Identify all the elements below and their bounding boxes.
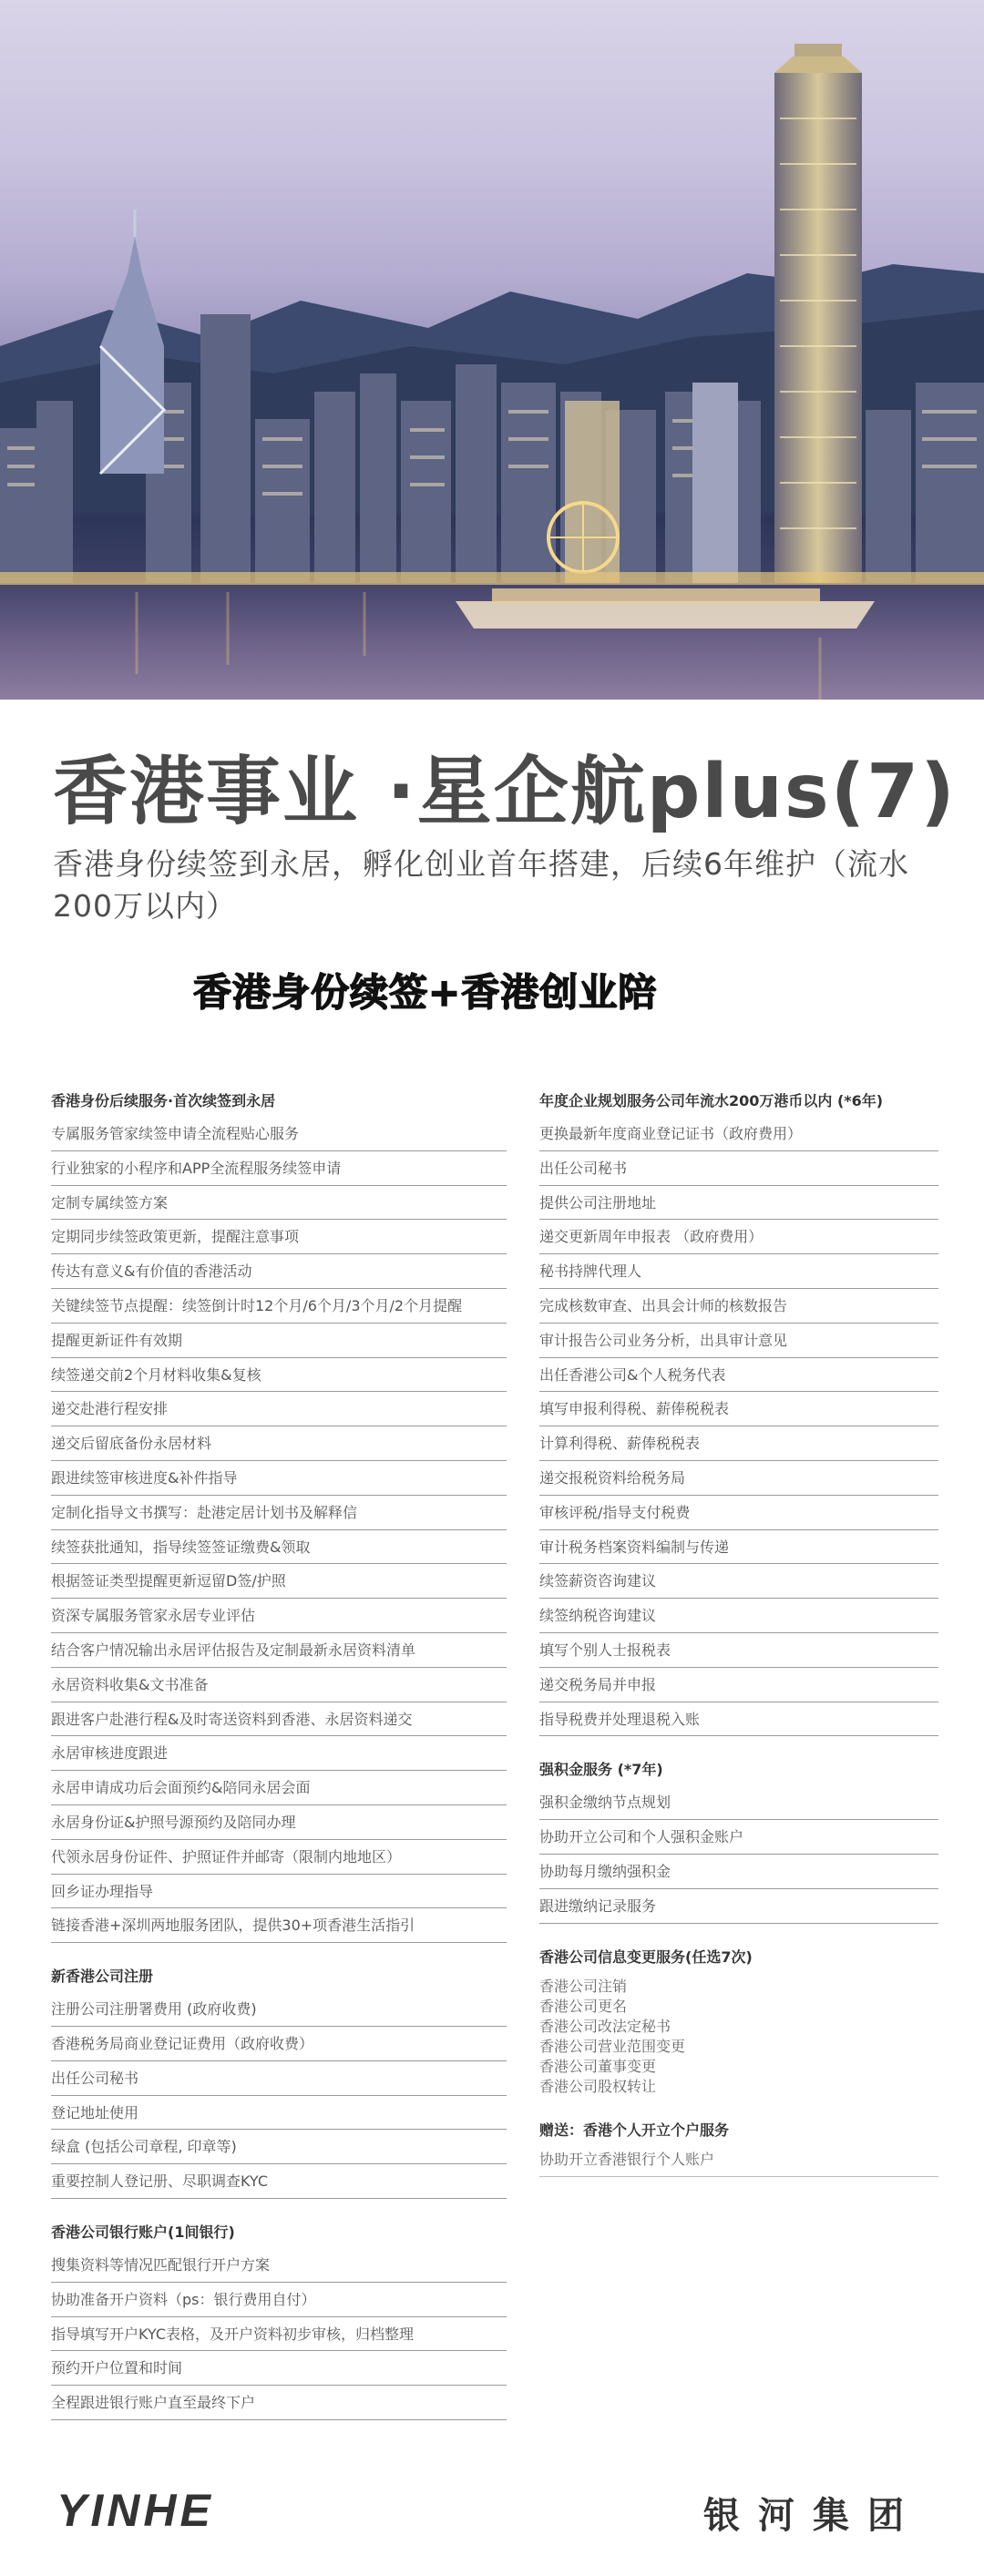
section-title-annual-planning: 年度企业规划服务公司年流水200万港币以内 (*6年) — [539, 1092, 884, 1109]
list-item: 永居身份证&护照号源预约及陪同办理 — [51, 1805, 507, 1840]
list-item: 链接香港+深圳两地服务团队，提供30+项香港生活指引 — [51, 1908, 507, 1943]
list-item: 审计税务档案资料编制与传递 — [539, 1530, 938, 1565]
list-item: 审计报告公司业务分析，出具审计意见 — [539, 1324, 938, 1358]
right-column — [539, 1086, 938, 2177]
list-item: 跟进续签审核进度&补件指导 — [51, 1461, 507, 1496]
skyline-illustration — [0, 0, 984, 700]
list-item: 绿盒 (包括公司章程, 印章等) — [51, 2130, 507, 2164]
list-item: 强积金缴纳节点规划 — [539, 1785, 938, 1820]
section-title-gift: 赠送：香港个人开立个户服务 — [539, 2121, 730, 2139]
list-item: 重要控制人登记册、尽职调查KYC — [51, 2164, 507, 2199]
list-item: 指导税费并处理退税入账 — [539, 1702, 938, 1737]
list-item: 行业独家的小程序和APP全流程服务续签申请 — [51, 1151, 507, 1186]
list-item: 递交更新周年申报表 （政府费用） — [539, 1220, 938, 1254]
annual-planning-list — [539, 1117, 938, 1736]
banner-heading: 香港身份续签+香港创业陪 — [193, 970, 658, 1015]
list-item: 更换最新年度商业登记证书（政府费用） — [539, 1117, 938, 1151]
list-item: 搜集资料等情况匹配银行开户方案 — [51, 2248, 507, 2283]
list-item: 永居申请成功后会面预约&陪同永居会面 — [51, 1771, 507, 1805]
list-item: 定制专属续签方案 — [51, 1186, 507, 1221]
hero-skyline-image — [0, 0, 984, 700]
list-item: 递交赴港行程安排 — [51, 1392, 507, 1426]
list-item: 全程跟进银行账户直至最终下户 — [51, 2386, 507, 2420]
list-item: 协助开立公司和个人强积金账户 — [539, 1820, 938, 1855]
list-item: 出任香港公司&个人税务代表 — [539, 1358, 938, 1393]
list-item: 跟进客户赴港行程&及时寄送资料到香港、永居资料递交 — [51, 1702, 507, 1737]
list-item: 香港公司营业范围变更 — [539, 2037, 686, 2055]
list-item: 代领永居身份证件、护照证件并邮寄（限制内地地区） — [51, 1840, 507, 1875]
list-item: 定制化指导文书撰写：赴港定居计划书及解释信 — [51, 1496, 507, 1530]
list-item: 根据签证类型提醒更新逗留D签/护照 — [51, 1564, 507, 1599]
info-change-list — [539, 1973, 938, 2115]
list-item: 预约开户位置和时间 — [51, 2351, 507, 2386]
list-item: 结合客户情况输出永居评估报告及定制最新永居资料清单 — [51, 1633, 507, 1668]
list-item: 指导填写开户KYC表格，及开户资料初步审核，归档整理 — [51, 2317, 507, 2352]
list-item: 香港公司改法定秘书 — [539, 2017, 671, 2035]
yinhe-logo: YINHE — [56, 2485, 214, 2536]
list-item: 跟进缴纳记录服务 — [539, 1889, 938, 1924]
list-item: 协助准备开户资料（ps：银行费用自付） — [51, 2283, 507, 2317]
list-item: 香港税务局商业登记证费用（政府收费） — [51, 2027, 507, 2061]
list-item: 递交报税资料给税务局 — [539, 1461, 938, 1496]
list-item: 出任公司秘书 — [539, 1151, 938, 1186]
list-item: 定期同步续签政策更新，提醒注意事项 — [51, 1220, 507, 1254]
list-item: 秘书持牌代理人 — [539, 1254, 938, 1289]
section-title-info-change: 香港公司信息变更服务(任选7次) — [539, 1947, 753, 1966]
page-subtitle: 香港身份续签到永居，孵化创业首年搭建，后续6年维护（流水200万以内） — [53, 846, 909, 924]
list-item: 续签递交前2个月材料收集&复核 — [51, 1358, 507, 1393]
page-title: 香港事业 ·星企航plus(7) — [53, 749, 957, 835]
list-item: 续签获批通知，指导续签签证缴费&领取 — [51, 1530, 507, 1565]
list-item: 审核评税/指导支付税费 — [539, 1496, 938, 1530]
list-item: 出任公司秘书 — [51, 2061, 507, 2096]
list-item: 注册公司注册署费用 (政府收费) — [51, 1992, 507, 2027]
identity-service-list — [51, 1117, 507, 1943]
list-item: 填写个别人士报税表 — [539, 1633, 938, 1668]
list-item: 回乡证办理指导 — [51, 1875, 507, 1909]
list-item: 香港公司股权转让 — [539, 2077, 657, 2095]
left-column — [51, 1086, 507, 2420]
section-title-bank-account: 香港公司银行账户(1间银行) — [51, 2223, 235, 2241]
list-item: 提醒更新证件有效期 — [51, 1324, 507, 1358]
section-title-mpf: 强积金服务 (*7年) — [539, 1761, 663, 1779]
list-item: 续签纳税咨询建议 — [539, 1599, 938, 1633]
list-item: 完成核数审查、出具会计师的核数报告 — [539, 1289, 938, 1324]
section-title-identity-service: 香港身份后续服务·首次续签到永居 — [51, 1092, 276, 1109]
list-item: 永居资料收集&文书准备 — [51, 1668, 507, 1702]
list-item: 续签薪资咨询建议 — [539, 1564, 938, 1599]
company-name: 银河集团 — [703, 2495, 922, 2537]
list-item: 香港公司注销 — [539, 1977, 628, 1995]
list-item: 资深专属服务管家永居专业评估 — [51, 1599, 507, 1633]
section-title-company-registration: 新香港公司注册 — [51, 1968, 154, 1986]
gift-item: 协助开立香港银行个人账户 — [539, 2146, 938, 2177]
mpf-list — [539, 1785, 938, 1923]
list-item: 关键续签节点提醒：续签倒计时12个月/6个月/3个月/2个月提醒 — [51, 1289, 507, 1324]
list-item: 协助每月缴纳强积金 — [539, 1855, 938, 1889]
list-item: 计算利得税、薪俸税税表 — [539, 1426, 938, 1461]
list-item: 填写申报利得税、薪俸税税表 — [539, 1392, 938, 1426]
list-item: 递交后留底备份永居材料 — [51, 1426, 507, 1461]
bank-account-list — [51, 2248, 507, 2420]
list-item: 递交税务局并申报 — [539, 1668, 938, 1702]
list-item: 专属服务管家续签申请全流程贴心服务 — [51, 1117, 507, 1151]
list-item: 传达有意义&有价值的香港活动 — [51, 1254, 507, 1289]
list-item: 香港公司更名 — [539, 1997, 628, 2015]
company-registration-list — [51, 1992, 507, 2199]
list-item: 永居审核进度跟进 — [51, 1736, 507, 1771]
list-item: 登记地址使用 — [51, 2096, 507, 2131]
list-item: 提供公司注册地址 — [539, 1186, 938, 1221]
list-item: 香港公司董事变更 — [539, 2057, 657, 2075]
